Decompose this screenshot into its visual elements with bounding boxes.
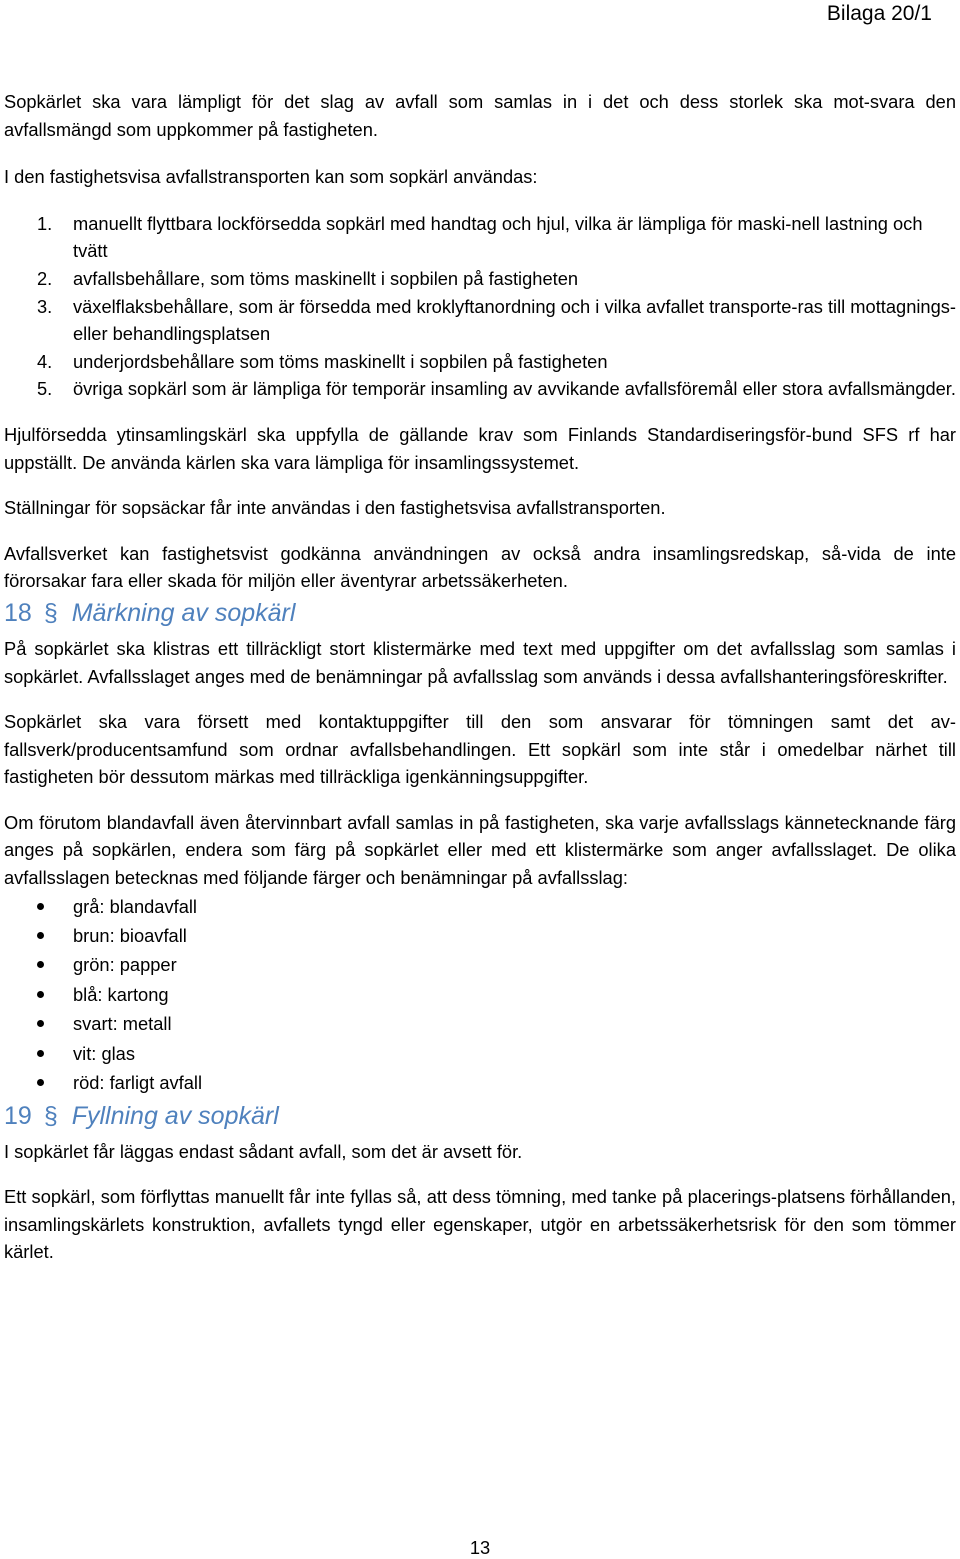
standards-paragraph: Hjulförsedda ytinsamlingskärl ska uppfylla de gällande krav som Finlands Standardiseringsför-bund SFS rf har uppställt. De använda kärlen ska vara lämpliga för insamlingssystemet. [4, 423, 956, 473]
section-18-paragraph-3: Om förutom blandavfall även återvinnbart avfall samlas in på fastigheten, ska varje avfallsslags kännetecknande färg anges på sopkärlen, endera som färg på sopkärlet eller med ett klistermärke som anger avfallsslaget. De olika avfallsslagen betecknas med följande färger och benämningar på avfallsslag: [4, 811, 956, 889]
list-item-text: växelflaksbehållare, som är försedda med kroklyftanordning och i vilka avfallet transporte-ras till mottagnings- eller behandlingsplatsen [73, 295, 956, 345]
intro-paragraph-2: I den fastighetsvisa avfallstransporten kan som sopkärl användas: [4, 166, 538, 188]
list-item-text: blå: kartong [73, 983, 169, 1005]
list-item-text: underjordsbehållare som töms maskinellt i sopbilen på fastigheten [73, 350, 608, 372]
list-item-text: övriga sopkärl som är lämpliga för temporär insamling av avvikande avfallsföremål eller stora avfallsmängder. [73, 378, 956, 400]
list-item-text: svart: metall [73, 1013, 172, 1035]
list-item [4, 1039, 956, 1068]
list-item [4, 980, 956, 1009]
bullet-icon [37, 903, 44, 910]
list-item-text: avfallsbehållare, som töms maskinellt i sopbilen på fastigheten [73, 267, 579, 289]
section-19-paragraph-2: Ett sopkärl, som förflyttas manuellt får inte fyllas så, att dess tömning, med tanke på placerings-platsens förhållanden, insamlingskärlets konstruktion, avfallets tyngd eller egenskaper, utgör en arbetssäkerhetsrisk för den som tömmer kärlet. [4, 1186, 956, 1263]
list-item-text: grå: blandavfall [73, 895, 197, 917]
section-title: Fyllning av sopkärl [71, 1101, 279, 1130]
section-18-paragraph-1: På sopkärlet ska klistras ett tillräckligt stort klistermärke med text med uppgifter om det avfallsslag som samlas i sopkärlet. Avfallsslaget anges med de benämningar på avfallsslag som används i dessa avfallshanteringsföreskrifter. [4, 637, 956, 687]
list-item [4, 1068, 956, 1097]
list-item [4, 892, 956, 921]
list-item [4, 348, 956, 376]
list-item [4, 210, 956, 265]
waste-color-list [4, 892, 956, 1098]
section-sign: § [43, 598, 58, 627]
bullet-icon [37, 991, 44, 998]
list-item [4, 265, 956, 293]
bullet-icon [37, 1079, 44, 1086]
section-18-paragraph-2: Sopkärlet ska vara försett med kontaktuppgifter till den som ansvarar för tömningen samt det av-fallsverk/producentsamfund som ordnar avfallsbehandlingen. Ett sopkärl som inte står i omedelbar närhet till fastigheten bör dessutom märkas med tillräckliga igenkänningsuppgifter. [4, 711, 956, 788]
section-19-paragraph-1: I sopkärlet får läggas endast sådant avfall, som det är avsett för. [4, 1140, 523, 1162]
list-item-number: 3. [37, 295, 53, 317]
section-number: 19 [4, 1101, 32, 1130]
list-item [4, 375, 956, 403]
page-number: 13 [469, 1537, 491, 1558]
section-18-heading [4, 595, 956, 631]
list-item-number: 2. [37, 267, 53, 289]
list-item-text: brun: bioavfall [73, 925, 187, 947]
approval-paragraph: Avfallsverket kan fastighetsvist godkänna användningen av också andra insamlingsredskap, så-vida de inte förorsakar fara eller skada för miljön eller äventyrar arbetssäkerheten. [4, 542, 956, 592]
intro-paragraph-1: Sopkärlet ska vara lämpligt för det slag av avfall som samlas in i det och dess storlek ska mot-svara den avfallsmängd som uppkommer på fastigheten. [4, 91, 956, 140]
list-item [4, 1009, 956, 1038]
bullet-icon [37, 1020, 44, 1027]
section-title: Märkning av sopkärl [71, 598, 296, 627]
section-sign: § [43, 1101, 58, 1130]
page-header-label: Bilaga 20/1 [826, 2, 932, 25]
section-number: 18 [4, 598, 32, 627]
bullet-icon [37, 932, 44, 939]
container-type-list [4, 210, 956, 403]
list-item-text: grön: papper [73, 954, 177, 976]
list-item-number: 4. [37, 350, 53, 372]
list-item-number: 1. [37, 212, 53, 234]
section-19-heading [4, 1098, 956, 1134]
bullet-icon [37, 1050, 44, 1057]
list-item-text: röd: farligt avfall [73, 1072, 203, 1094]
list-item [4, 293, 956, 348]
bullet-icon [37, 961, 44, 968]
list-item-text: manuellt flyttbara lockförsedda sopkärl med handtag och hjul, vilka är lämpliga för maski-nell lastning och tvätt [73, 212, 923, 262]
list-item [4, 950, 956, 979]
list-item-number: 5. [37, 378, 53, 400]
list-item-text: vit: glas [73, 1042, 135, 1064]
sack-stands-paragraph: Ställningar för sopsäckar får inte användas i den fastighetsvisa avfallstransporten. [4, 497, 666, 519]
list-item [4, 921, 956, 950]
document-body [4, 88, 956, 1266]
